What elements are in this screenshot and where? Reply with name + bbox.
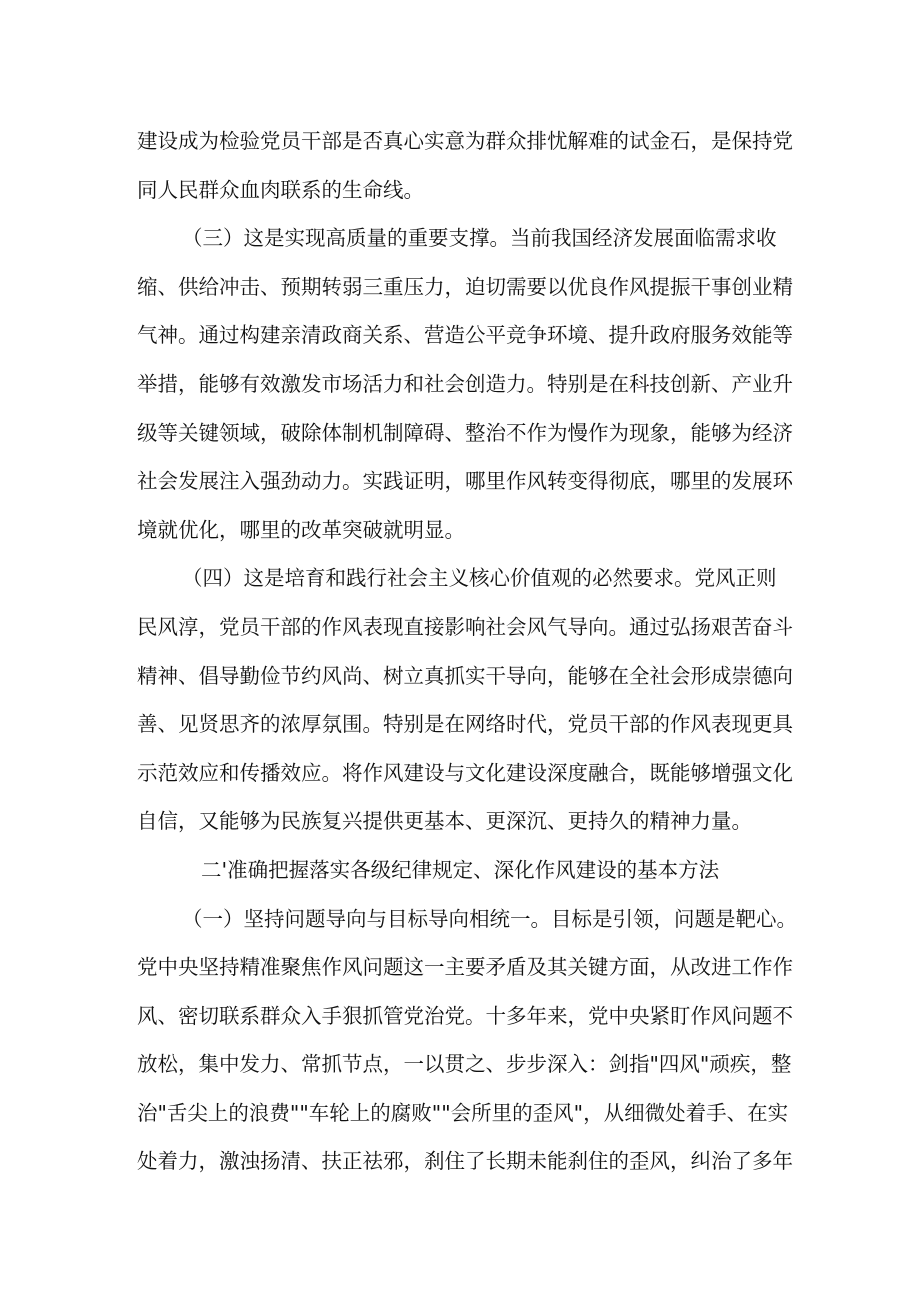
text-line: 级等关键领域，破除体制机制障碍、整治不作为慢作为现象，能够为经济 xyxy=(137,420,793,445)
text-line: 民风淳，党员干部的作风表现直接影响社会风气导向。通过弘扬艰苦奋斗 xyxy=(137,614,793,639)
text-line: 党中央坚持精准聚焦作风问题这一主要矛盾及其关键方面，从改进工作作 xyxy=(137,955,793,980)
text-line: 举措，能够有效激发市场活力和社会创造力。特别是在科技创新、产业升 xyxy=(137,371,793,396)
text-line: 处着力，激浊扬清、扶正祛邪，刹住了长期未能刹住的歪风，纠治了多年 xyxy=(137,1149,793,1174)
text-line: 风、密切联系群众入手狠抓管党治党。十多年来，党中央紧盯作风问题不 xyxy=(137,1003,793,1028)
section-paragraph-start: （四）这是培育和践行社会主义核心价值观的必然要求。党风正则 xyxy=(182,566,777,591)
text-line: 社会发展注入强劲动力。实践证明，哪里作风转变得彻底，哪里的发展环 xyxy=(137,469,793,494)
text-line: 放松，集中发力、常抓节点，一以贯之、步步深入：剑指"四风"顽疾，整 xyxy=(137,1052,792,1077)
text-line: 示范效应和传播效应。将作风建设与文化建设深度融合，既能够增强文化 xyxy=(137,760,793,785)
text-line: 境就优化，哪里的改革突破就明显。 xyxy=(137,517,465,542)
text-line: 自信，又能够为民族复兴提供更基本、更深沉、更持久的精神力量。 xyxy=(137,809,752,834)
text-line: 同人民群众血肉联系的生命线。 xyxy=(137,177,424,202)
section-heading: 二'准确把握落实各级纪律规定、深化作风建设的基本方法 xyxy=(201,857,720,882)
section-paragraph-start: （一）坚持问题导向与目标导向相统一。目标是引领，问题是靶心。 xyxy=(182,906,797,931)
section-paragraph-start: （三）这是实现高质量的重要支撑。当前我国经济发展面临需求收 xyxy=(182,226,777,251)
text-line: 治"舌尖上的浪费""车轮上的腐败""会所里的歪风"，从细微处着手、在实 xyxy=(137,1100,789,1125)
text-line: 缩、供给冲击、预期转弱三重压力，迫切需要以优良作风提振干事创业精 xyxy=(137,274,793,299)
text-line: 建设成为检验党员干部是否真心实意为群众排忧解难的试金石，是保持党 xyxy=(137,129,793,153)
text-line: 善、见贤思齐的浓厚氛围。特别是在网络时代，党员干部的作风表现更具 xyxy=(137,712,793,737)
text-line: 精神、倡导勤俭节约风尚、树立真抓实干导向，能够在全社会形成崇德向 xyxy=(137,663,793,688)
body-text xyxy=(137,117,797,1186)
text-line: 气神。通过构建亲清政商关系、营造公平竞争环境、提升政府服务效能等 xyxy=(137,323,793,348)
